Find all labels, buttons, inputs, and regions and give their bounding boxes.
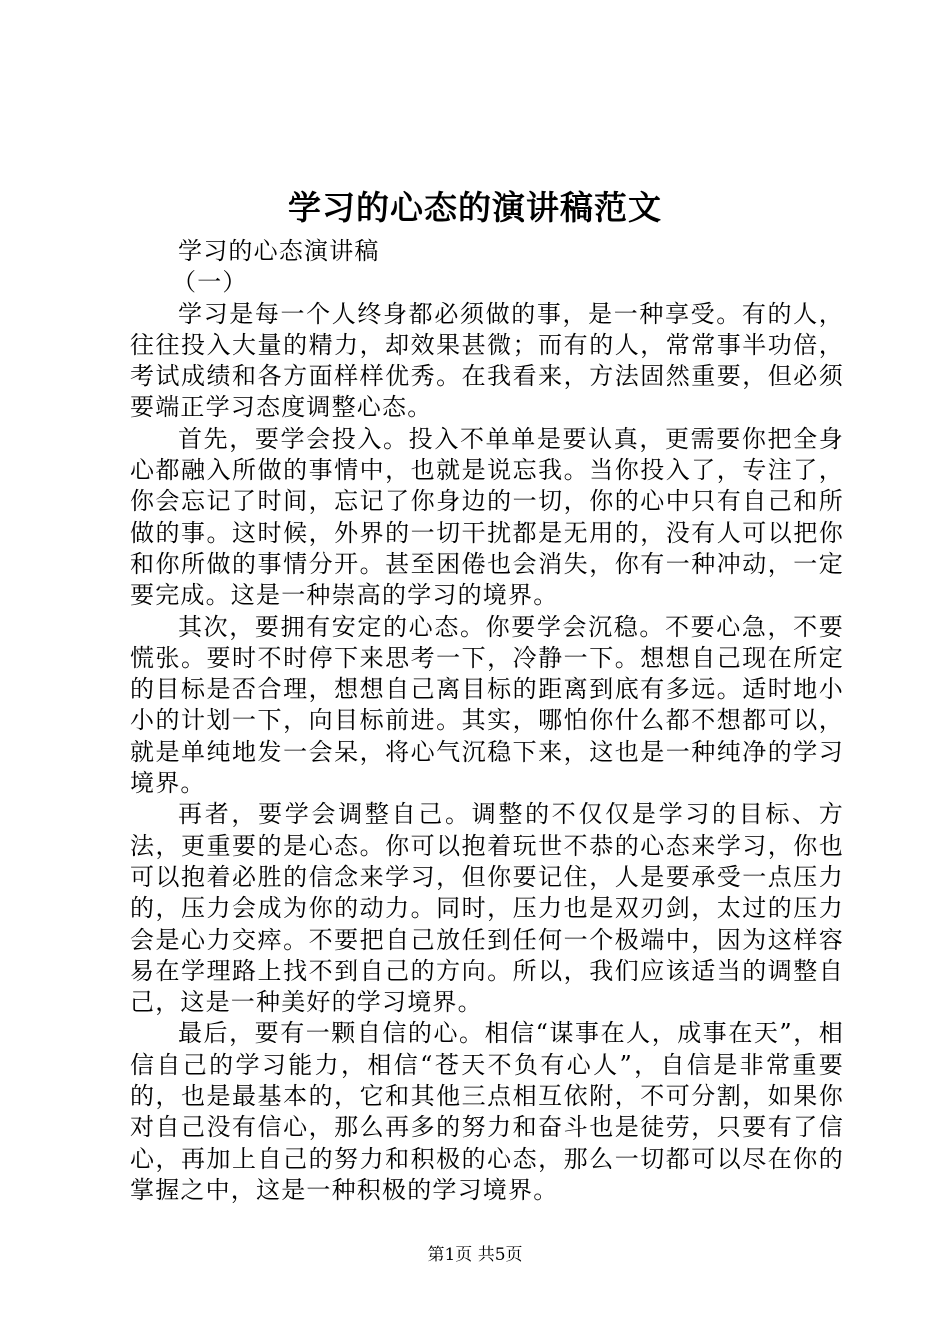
- page-footer: 第1页 共5页: [427, 1245, 523, 1265]
- paragraph-3: 其次，要拥有安定的心态。你要学会沉稳。不要心急，不要慌张。要时不时停下来思考一下，冷静一下。想想自己现在所定的目标是否合理，想想自己离目标的距离到底有多远。适时地小小的计划一下，向目标前进。其实，哪怕你什么都不想都可以，就是单纯地发一会呆，将心气沉稳下来，这也是一种纯净的学习境界。: [130, 612, 844, 798]
- section-marker: （一）: [172, 268, 248, 297]
- document-title: 学习的心态的演讲稿范文: [288, 188, 662, 227]
- paragraph-4: 再者，要学会调整自己。调整的不仅仅是学习的目标、方法，更重要的是心态。你可以抱着玩世不恭的心态来学习，你也可以抱着必胜的信念来学习，但你要记住，人是要承受一点压力的，压力会成为你的动力。同时，压力也是双刃剑，太过的压力会是心力交瘁。不要把自己放任到任何一个极端中，因为这样容易在学理路上找不到自己的方向。所以，我们应该适当的调整自己，这是一种美好的学习境界。: [130, 800, 844, 1017]
- paragraph-1: 学习是每一个人终身都必须做的事，是一种享受。有的人，往往投入大量的精力，却效果甚微；而有的人，常常事半功倍，考试成绩和各方面样样优秀。在我看来，方法固然重要，但必须要端正学习态度调整心态。: [130, 299, 844, 422]
- paragraph-2: 首先，要学会投入。投入不单单是要认真，更需要你把全身心都融入所做的事情中，也就是说忘我。当你投入了，专注了，你会忘记了时间，忘记了你身边的一切，你的心中只有自己和所做的事。这时候，外界的一切干扰都是无用的，没有人可以把你和你所做的事情分开。甚至困倦也会消失，你有一种冲动，一定要完成。这是一种崇高的学习的境界。: [130, 424, 844, 610]
- subtitle: 学习的心态演讲稿: [178, 237, 380, 265]
- paragraph-5: 最后，要有一颗自信的心。相信“谋事在人，成事在天”，相信自己的学习能力，相信“苍天不负有心人”，自信是非常重要的，也是最基本的，它和其他三点相互依附，不可分割，如果你对自己没有信心，那么再多的努力和奋斗也是徒劳，只要有了信心，再加上自己的努力和积极的心态，那么一切都可以尽在你的掌握之中，这是一种积极的学习境界。: [130, 1019, 844, 1204]
- document-body: [130, 236, 844, 1206]
